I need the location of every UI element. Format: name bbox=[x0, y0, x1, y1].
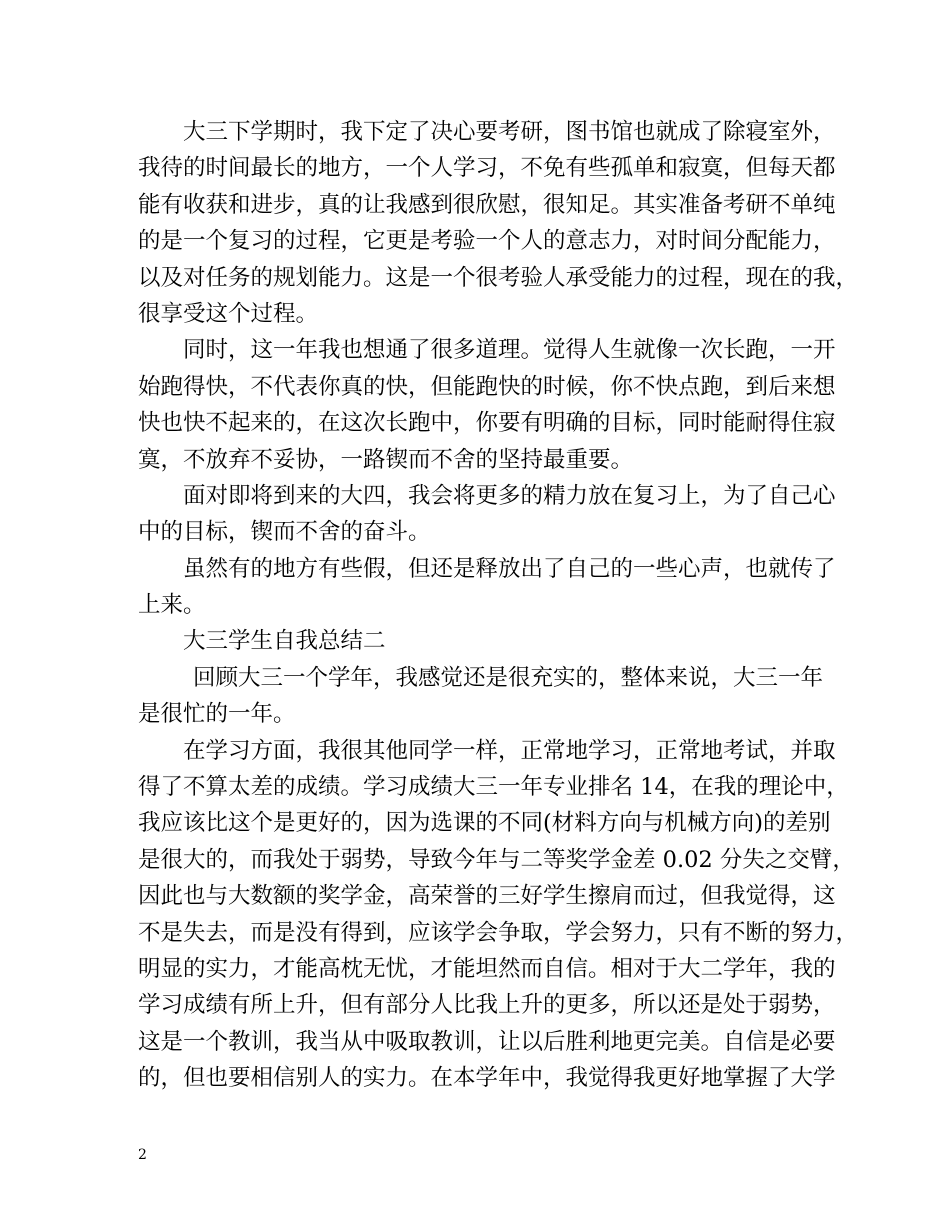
text-line: 虽然有的地方有些假，但还是释放出了自己的一些心声，也就传了 bbox=[183, 555, 836, 582]
text-line: 得了不算太差的成绩。学习成绩大三一年专业排名 14，在我的理论中， bbox=[138, 774, 849, 801]
text-line: 很享受这个过程。 bbox=[138, 300, 319, 327]
text-line: 在学习方面，我很其他同学一样，正常地学习，正常地考试，并取 bbox=[183, 737, 836, 764]
text-line: 因此也与大数额的奖学金，高荣誉的三好学生擦肩而过，但我觉得，这 bbox=[138, 883, 836, 910]
text-line: 中的目标，锲而不舍的奋斗。 bbox=[138, 519, 431, 546]
text-line: 始跑得快，不代表你真的快，但能跑快的时候，你不快点跑，到后来想 bbox=[138, 373, 836, 400]
text-line: 上来。 bbox=[138, 592, 206, 619]
text-line: 不是失去，而是没有得到，应该学会争取，学会努力，只有不断的努力， bbox=[138, 919, 859, 946]
text-line: 大三下学期时，我下定了决心要考研，图书馆也就成了除寝室外， bbox=[183, 119, 836, 145]
text-line: 寞，不放弃不妥协，一路锲而不舍的坚持最重要。 bbox=[138, 446, 634, 473]
text-line: 明显的实力，才能高枕无忧，才能坦然而自信。相对于大二学年，我的 bbox=[138, 955, 836, 982]
text-line: 是很忙的一年。 bbox=[138, 701, 296, 728]
text-line: 的，但也要相信别人的实力。在本学年中，我觉得我更好地掌握了大学 bbox=[138, 1065, 836, 1092]
text-line: 快也快不起来的，在这次长跑中，你要有明确的目标，同时能耐得住寂 bbox=[138, 410, 836, 437]
text-line: 的是一个复习的过程，它更是考验一个人的意志力，对时间分配能力， bbox=[138, 228, 836, 255]
text-line: 是很大的，而我处于弱势，导致今年与二等奖学金差 0.02 分失之交臂， bbox=[138, 846, 855, 873]
text-line: 以及对任务的规划能力。这是一个很考验人承受能力的过程，现在的我， bbox=[138, 264, 859, 291]
text-line: 能有收获和进步，真的让我感到很欣慰，很知足。其实准备考研不单纯 bbox=[138, 191, 836, 218]
text-line: 学习成绩有所上升，但有部分人比我上升的更多，所以还是处于弱势， bbox=[138, 992, 836, 1019]
page-number: 2 bbox=[138, 1147, 147, 1163]
section-heading: 大三学生自我总结二 bbox=[183, 628, 386, 655]
text-line: 回顾大三一个学年，我感觉还是很充实的，整体来说，大三一年 bbox=[193, 664, 824, 691]
text-line: 这是一个教训，我当从中吸取教训，让以后胜利地更完美。自信是必要 bbox=[138, 1028, 836, 1055]
text-line: 面对即将到来的大四，我会将更多的精力放在复习上，为了自己心 bbox=[183, 482, 836, 509]
text-line: 同时，这一年我也想通了很多道理。觉得人生就像一次长跑，一开 bbox=[183, 337, 836, 364]
text-line: 我应该比这个是更好的，因为选课的不同(材料方向与机械方向)的差别 bbox=[138, 810, 831, 837]
document-body bbox=[138, 114, 859, 1097]
text-line: 我待的时间最长的地方，一个人学习，不免有些孤单和寂寞，但每天都 bbox=[138, 155, 836, 182]
